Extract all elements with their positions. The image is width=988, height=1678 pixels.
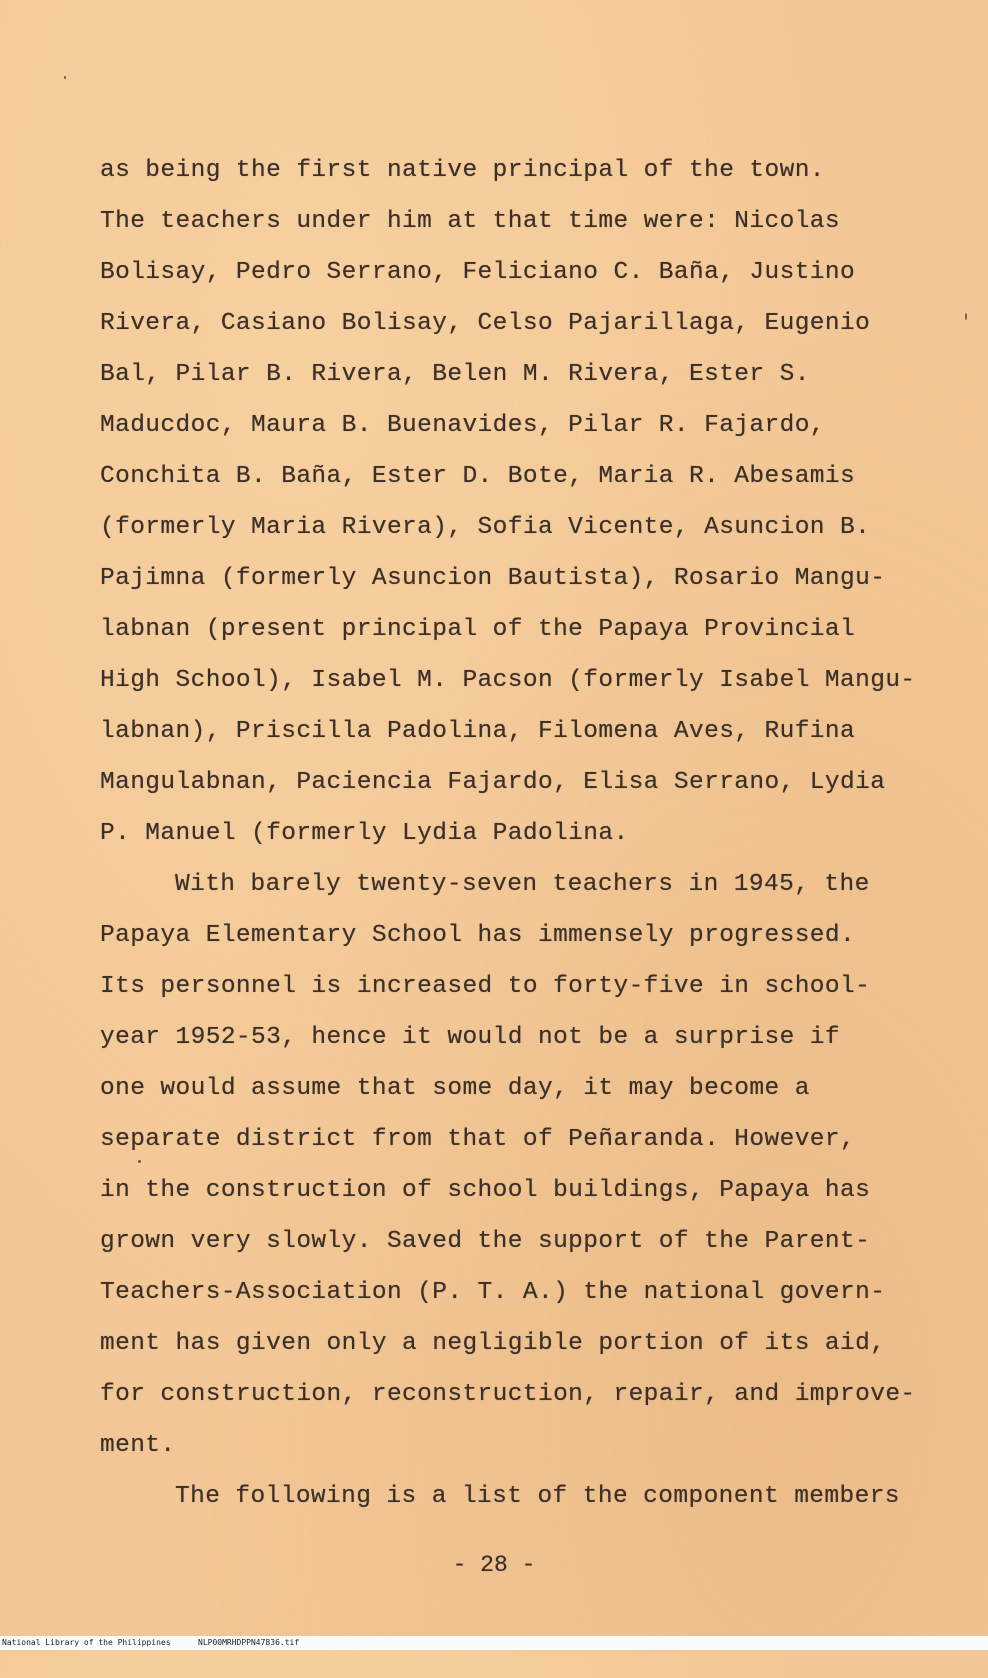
paragraph-start-line: The following is a list of the component members xyxy=(175,1483,900,1510)
paper-speck xyxy=(138,1160,141,1163)
text-line: year 1952-53, hence it would not be a surprise if xyxy=(100,1024,841,1051)
text-line: Bolisay, Pedro Serrano, Feliciano C. Baña, Justino xyxy=(100,259,856,286)
text-line: for construction, reconstruction, repair, and improve- xyxy=(100,1381,916,1408)
text-line: Teachers-Association (P. T. A.) the national govern- xyxy=(100,1279,886,1306)
text-line: Papaya Elementary School has immensely progressed. xyxy=(100,922,856,949)
text-line: Rivera, Casiano Bolisay, Celso Pajarillaga, Eugenio xyxy=(100,310,871,337)
text-line: labnan), Priscilla Padolina, Filomena Aves, Rufina xyxy=(100,718,856,745)
text-line: Conchita B. Baña, Ester D. Bote, Maria R. Abesamis xyxy=(100,463,856,490)
text-line: in the construction of school buildings, Papaya has xyxy=(100,1177,871,1204)
text-line: Bal, Pilar B. Rivera, Belen M. Rivera, Ester S. xyxy=(100,361,810,388)
paper-speck xyxy=(64,76,66,79)
document-body xyxy=(100,145,960,1522)
text-line: as being the first native principal of the town. xyxy=(100,157,825,184)
paragraph-start-line: With barely twenty-seven teachers in 1945, the xyxy=(175,871,870,898)
paper-speck xyxy=(965,313,967,320)
text-line: High School), Isabel M. Pacson (formerly Isabel Mangu- xyxy=(100,667,916,694)
text-line: P. Manuel (formerly Lydia Padolina. xyxy=(100,820,629,847)
text-line: The teachers under him at that time were: Nicolas xyxy=(100,208,841,235)
text-line: (formerly Maria Rivera), Sofia Vicente, Asuncion B. xyxy=(100,514,871,541)
scan-footer xyxy=(0,1636,988,1650)
footer-file-id: NLP00MRHDPPN47836.tif xyxy=(198,1638,300,1647)
text-line: Maducdoc, Maura B. Buenavides, Pilar R. Fajardo, xyxy=(100,412,825,439)
page-number: - 28 - xyxy=(452,1552,536,1578)
text-line: ment. xyxy=(100,1432,176,1459)
text-line: Mangulabnan, Paciencia Fajardo, Elisa Serrano, Lydia xyxy=(100,769,886,796)
text-line: separate district from that of Peñaranda. However, xyxy=(100,1126,856,1153)
text-line: one would assume that some day, it may become a xyxy=(100,1075,810,1102)
footer-source: National Library of the Philippines xyxy=(2,1638,171,1647)
text-line: Pajimna (formerly Asuncion Bautista), Rosario Mangu- xyxy=(100,565,886,592)
text-line: labnan (present principal of the Papaya Provincial xyxy=(100,616,856,643)
text-line: Its personnel is increased to forty-five in school- xyxy=(100,973,871,1000)
text-line: ment has given only a negligible portion of its aid, xyxy=(100,1330,886,1357)
text-line: grown very slowly. Saved the support of the Parent- xyxy=(100,1228,871,1255)
